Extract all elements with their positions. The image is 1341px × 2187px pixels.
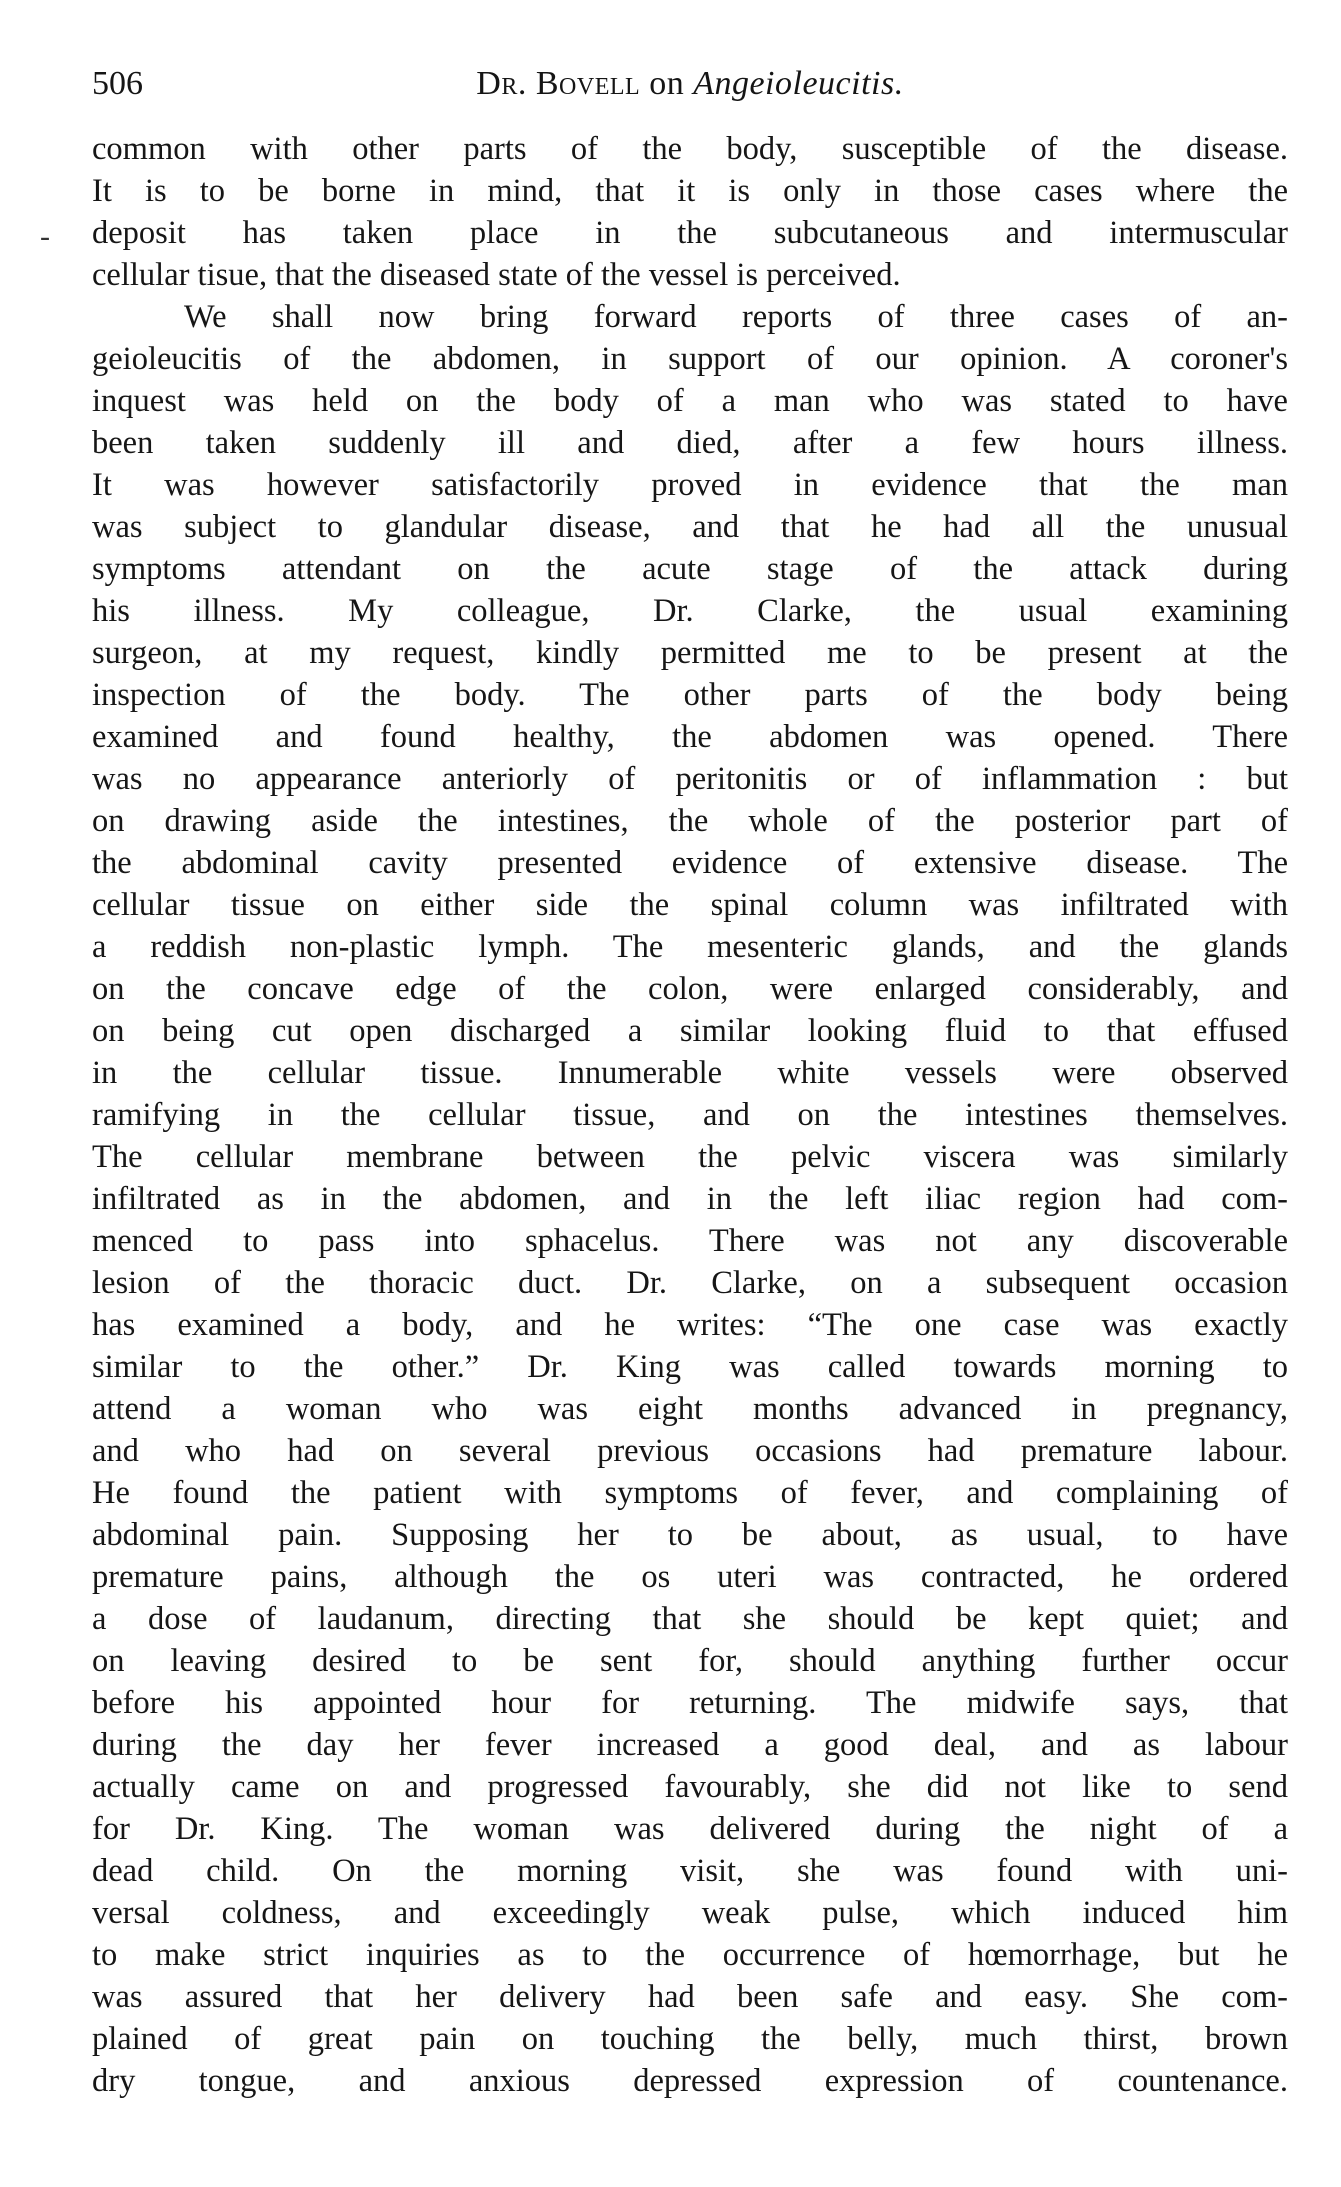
text-line: cellular tissue on either side the spinal column was infiltrated with (92, 887, 1288, 923)
text-line: inspection of the body. The other parts of the body being (92, 677, 1288, 713)
text-line: deposit has taken place in the subcutaneous and intermuscular (92, 215, 1288, 251)
text-line: before his appointed hour for returning. The midwife says, that (92, 1685, 1288, 1721)
text-line: similar to the other.” Dr. King was called towards morning to (92, 1349, 1288, 1385)
text-line: examined and found healthy, the abdomen was opened. There (92, 719, 1288, 755)
text-line: a dose of laudanum, directing that she should be kept quiet; and (92, 1601, 1288, 1637)
text-line: He found the patient with symptoms of fever, and complaining of (92, 1475, 1288, 1511)
text-line: was no appearance anteriorly of peritonitis or of inflammation : but (92, 761, 1288, 797)
text-line: has examined a body, and he writes: “The one case was exactly (92, 1307, 1288, 1343)
running-title-connector: on (640, 65, 694, 102)
text-line: for Dr. King. The woman was delivered during the night of a (92, 1811, 1288, 1847)
text-line: inquest was held on the body of a man who was stated to have (92, 383, 1288, 419)
text-line: during the day her fever increased a good deal, and as labour (92, 1727, 1288, 1763)
text-line: was subject to glandular disease, and that he had all the unusual (92, 509, 1288, 545)
text-line: symptoms attendant on the acute stage of the attack during (92, 551, 1288, 587)
text-line: in the cellular tissue. Innumerable white vessels were observed (92, 1055, 1288, 1091)
text-line: actually came on and progressed favourably, she did not like to send (92, 1769, 1288, 1805)
page-number: 506 (92, 65, 143, 102)
text-line: It was however satisfactorily proved in evidence that the man (92, 467, 1288, 503)
text-line: menced to pass into sphacelus. There was not any discoverable (92, 1223, 1288, 1259)
margin-mark: - (40, 220, 50, 253)
text-line: dead child. On the morning visit, she was found with uni- (92, 1853, 1288, 1889)
body-text (92, 128, 1288, 2102)
text-line: common with other parts of the body, susceptible of the disease. (92, 131, 1288, 167)
running-title-author: Dr. Bovell (476, 65, 641, 102)
text-line: cellular tisue, that the diseased state of the vessel is perceived. (92, 257, 901, 293)
text-line: on leaving desired to be sent for, should anything further occur (92, 1643, 1288, 1679)
text-line: versal coldness, and exceedingly weak pulse, which induced him (92, 1895, 1288, 1931)
text-line: been taken suddenly ill and died, after a few hours illness. (92, 425, 1288, 461)
paragraph-first-line: We shall now bring forward reports of three cases of an- (184, 299, 1288, 335)
text-line: the abdominal cavity presented evidence of extensive disease. The (92, 845, 1288, 881)
text-line: on the concave edge of the colon, were enlarged considerably, and (92, 971, 1288, 1007)
text-line: on drawing aside the intestines, the whole of the posterior part of (92, 803, 1288, 839)
text-line: his illness. My colleague, Dr. Clarke, the usual examining (92, 593, 1288, 629)
text-line: ramifying in the cellular tissue, and on the intestines themselves. (92, 1097, 1288, 1133)
text-line: on being cut open discharged a similar looking fluid to that effused (92, 1013, 1288, 1049)
text-line: dry tongue, and anxious depressed expression of countenance. (92, 2063, 1288, 2099)
text-line: premature pains, although the os uteri was contracted, he ordered (92, 1559, 1288, 1595)
text-line: and who had on several previous occasions had premature labour. (92, 1433, 1288, 1469)
text-line: was assured that her delivery had been safe and easy. She com- (92, 1979, 1288, 2015)
running-head (92, 62, 1288, 112)
text-line: It is to be borne in mind, that it is only in those cases where the (92, 173, 1288, 209)
text-line: plained of great pain on touching the belly, much thirst, brown (92, 2021, 1288, 2057)
running-title (92, 62, 1288, 106)
text-line: infiltrated as in the abdomen, and in the left iliac region had com- (92, 1181, 1288, 1217)
text-line: a reddish non-plastic lymph. The mesenteric glands, and the glands (92, 929, 1288, 965)
text-line: The cellular membrane between the pelvic viscera was similarly (92, 1139, 1288, 1175)
text-line: attend a woman who was eight months advanced in pregnancy, (92, 1391, 1288, 1427)
text-line: abdominal pain. Supposing her to be about, as usual, to have (92, 1517, 1288, 1553)
text-line: geioleucitis of the abdomen, in support of our opinion. A coroner's (92, 341, 1288, 377)
text-line: to make strict inquiries as to the occurrence of hœmorrhage, but he (92, 1937, 1288, 1973)
text-line: lesion of the thoracic duct. Dr. Clarke, on a subsequent occasion (92, 1265, 1288, 1301)
running-title-subject: Angeioleucitis. (693, 65, 904, 102)
text-line: surgeon, at my request, kindly permitted me to be present at the (92, 635, 1288, 671)
